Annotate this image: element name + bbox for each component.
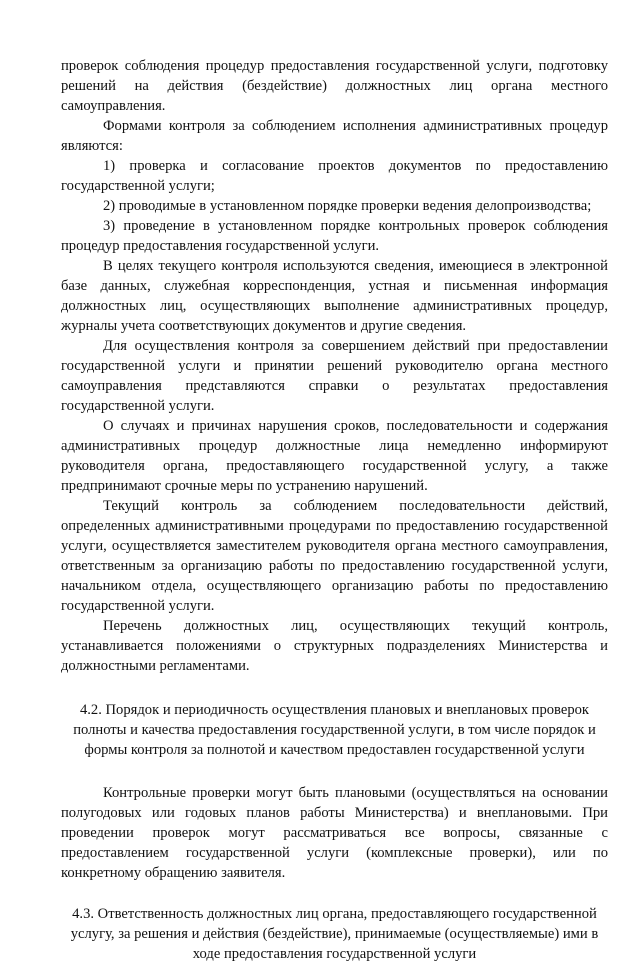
list-item-1: 1) проверка и согласование проектов документов по предоставлению государственной услуги;: [61, 158, 608, 194]
paragraph-current-control-info: В целях текущего контроля используются сведения, имеющиеся в электронной базе данных, служебная корреспонденция, устная и письменная информация должностных лиц, осуществляющих выполнение административных процедур, журналы учета соответствующих документов и другие сведения.: [61, 258, 608, 334]
paragraph-control-forms-intro: Формами контроля за соблюдением исполнения административных процедур являются:: [61, 118, 608, 154]
list-item-3: 3) проведение в установленном порядке контрольных проверок соблюдения процедур предоставления государственной услуги.: [61, 218, 608, 254]
paragraph-current-control-responsible: Текущий контроль за соблюдением последовательности действий, определенных административными процедурами по предоставлению государственной услуги, осуществляется заместителем руководителя органа местного самоуправления, ответственным за организацию работы по предоставлению государственной услуги, начальником отдела, осуществляющего организацию работы по предоставлению государственной услуги.: [61, 498, 608, 614]
paragraph-control-reports: Для осуществления контроля за совершением действий при предоставлении государственной услуги и принятии решений руководителю органа местного самоуправления представляются справки о результатах предоставления государственной услуги.: [61, 338, 608, 414]
section-heading-4-3: 4.3. Ответственность должностных лиц органа, предоставляющего государственной услугу, за решения и действия (бездействие), принимаемые (осуществляемые) ими в ходе предоставления государственной услуги: [70, 906, 599, 962]
list-item-2: 2) проводимые в установленном порядке проверки ведения делопроизводства;: [103, 198, 592, 214]
paragraph-inspections: Контрольные проверки могут быть плановыми (осуществляться на основании полугодовых или годовых планов работы Министерства) и внеплановыми. При проведении проверок могут рассматриваться все вопросы, связанные с предоставлением государственной услуги (комплексные проверки), или по конкретному обращению заявителя.: [61, 785, 608, 881]
paragraph-continuation: проверок соблюдения процедур предоставления государственной услуги, подготовку решений на действия (бездействие) должностных лиц органа местного самоуправления.: [61, 58, 608, 114]
section-heading-4-2: 4.2. Порядок и периодичность осуществления плановых и внеплановых проверок полноты и качества предоставления государственной услуги, в том числе порядок и формы контроля за полнотой и качеством предоставлен государственной услуги: [73, 702, 596, 758]
paragraph-officials-list: Перечень должностных лиц, осуществляющих текущий контроль, устанавливается положениями о структурных подразделениях Министерства и должностными регламентами.: [61, 618, 608, 674]
paragraph-violations: О случаях и причинах нарушения сроков, последовательности и содержания административных процедур должностные лица немедленно информируют руководителя органа, предоставляющего государственной услугу, а также предпринимают срочные меры по устранению нарушений.: [61, 418, 608, 494]
